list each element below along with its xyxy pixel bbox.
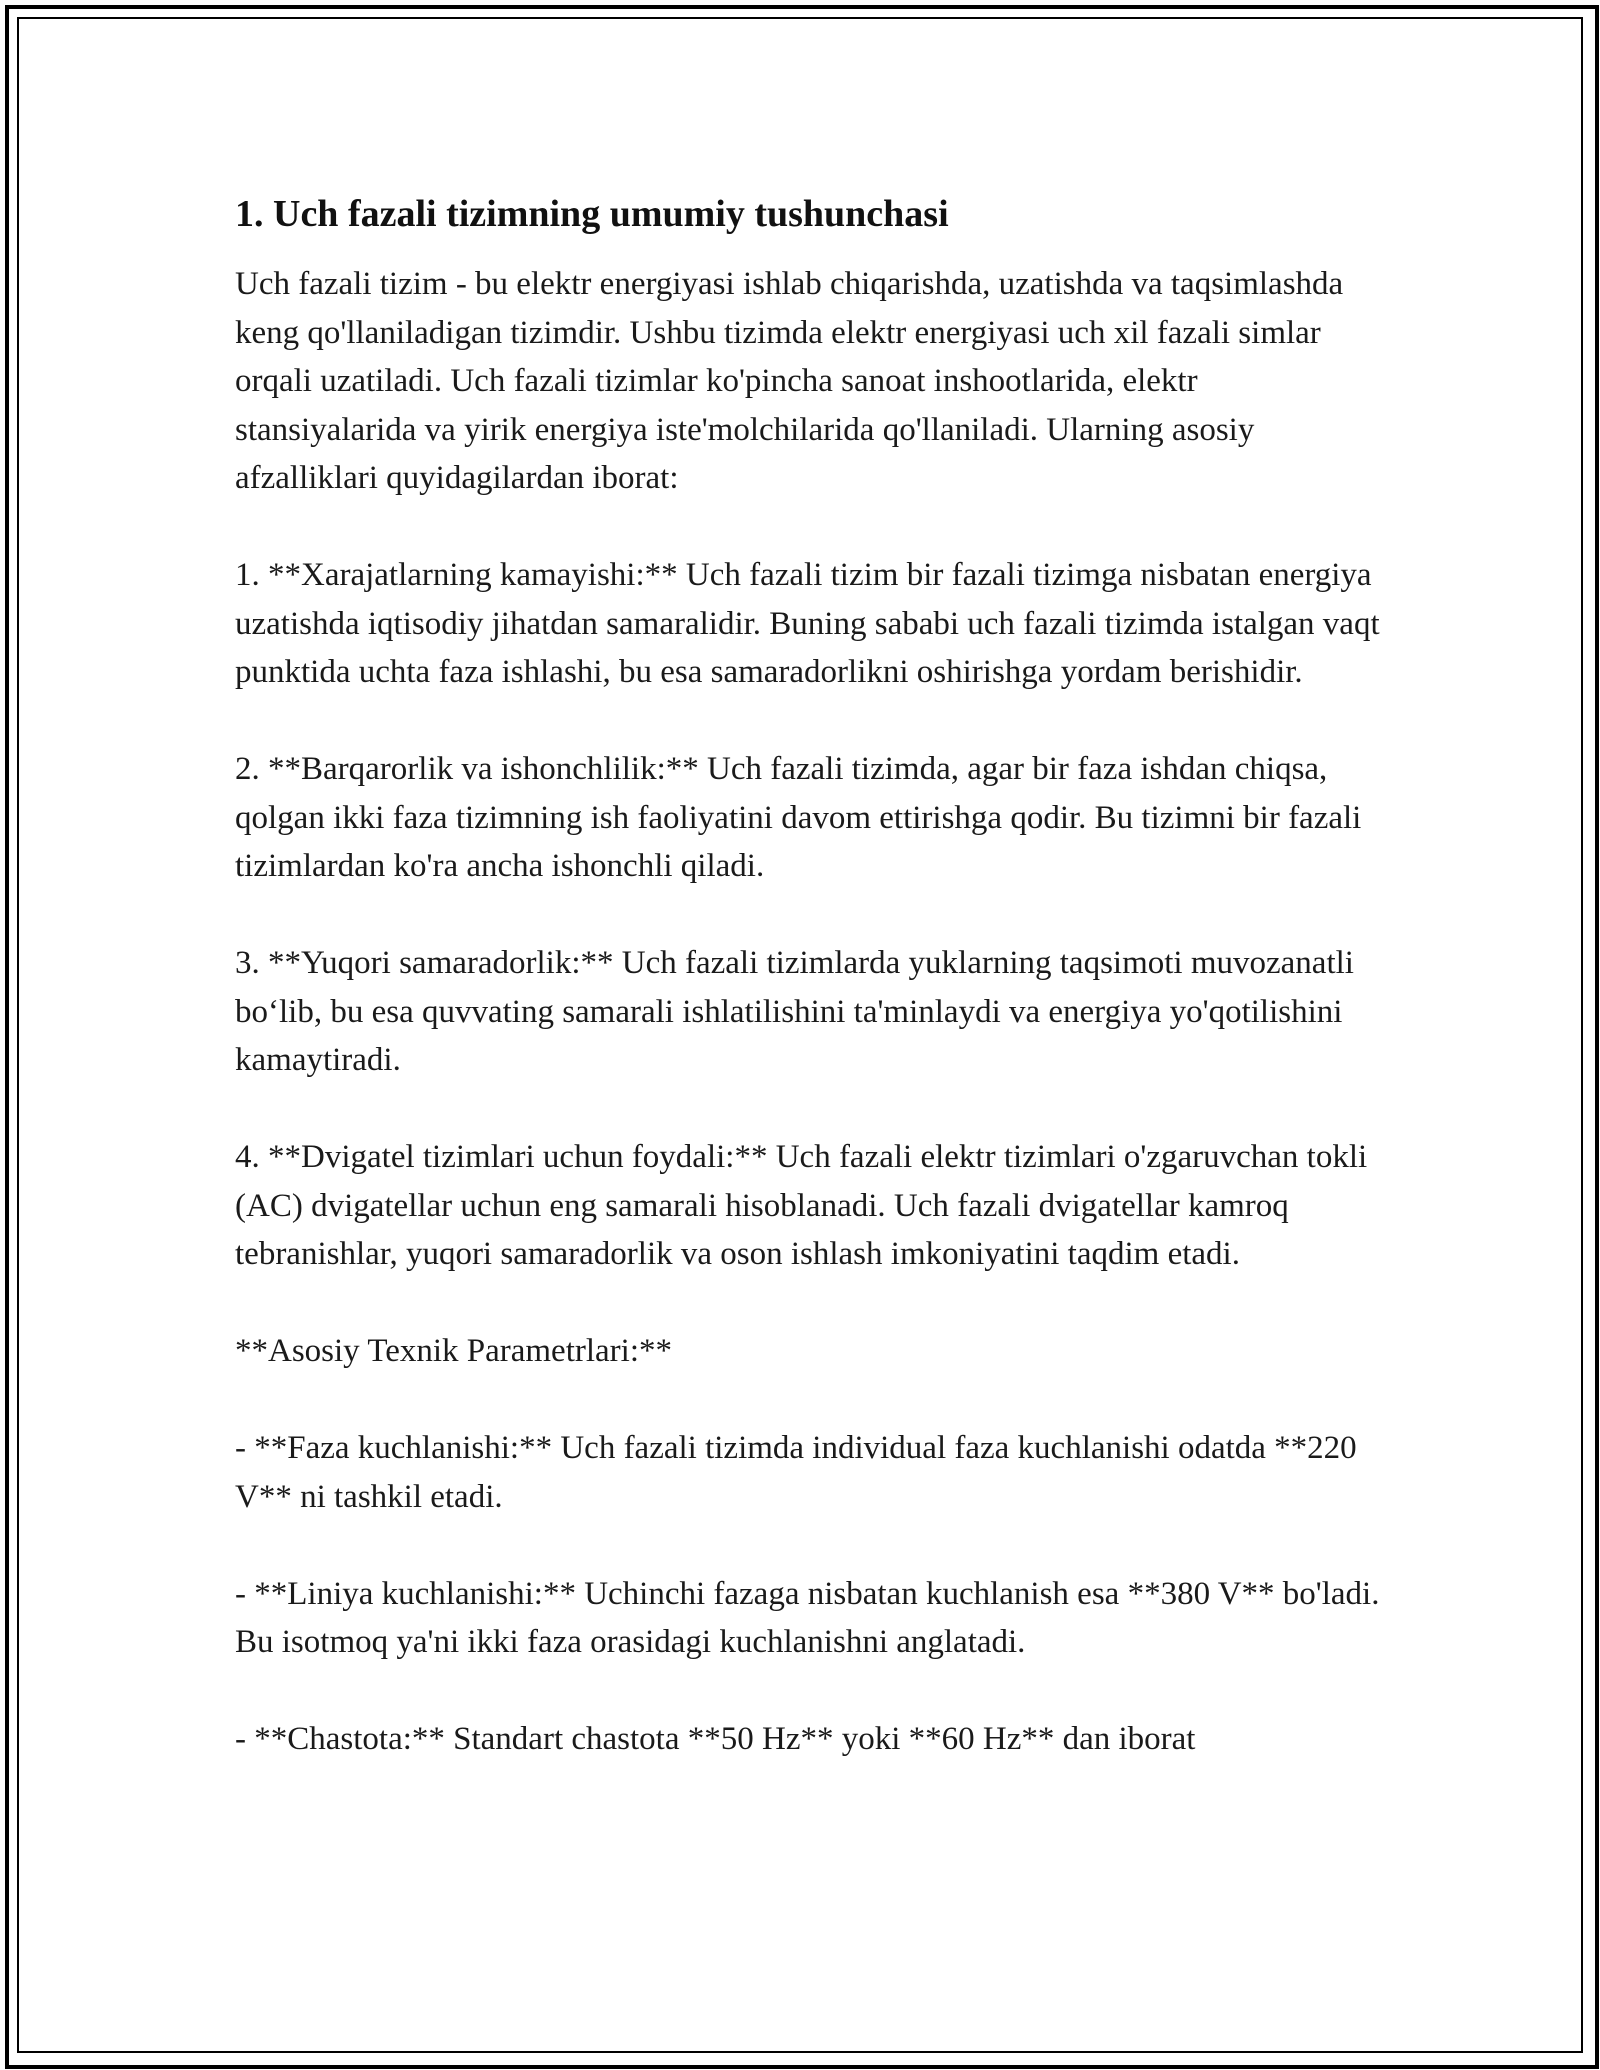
intro-paragraph: Uch fazali tizim - bu elektr energiyasi ishlab chiqarishda, uzatishda va taqsimlashda keng qo'llaniladigan tizimdir. Ushbu tizimda elektr energiyasi uch xil fazali simlar orqali uzatiladi. Uch fazali tizimlar ko'pincha sanoat inshootlarida, elektr stansiyalarida va yirik energiya iste'molchilarida qo'llaniladi. Ularning asosiy afzalliklari quyidagilardan iborat: xyxy=(235,266,1344,496)
section-heading: 1. Uch fazali tizimning umumiy tushunchasi xyxy=(235,193,949,235)
parameter-frequency: - **Chastota:** Standart chastota **50 Hz** yoki **60 Hz** dan iborat xyxy=(235,1721,1196,1757)
parameter-phase-voltage: - **Faza kuchlanishi:** Uch fazali tizimda individual faza kuchlanishi odatda **220 V** ni tashkil etadi. xyxy=(235,1430,1357,1515)
advantage-reliability-paragraph: 2. **Barqarorlik va ishonchlilik:** Uch fazali tizimda, agar bir faza ishdan chiqsa, qolgan ikki faza tizimning ish faoliyatini davom ettirishga qodir. Bu tizimni bir fazali tizimlardan ko'ra ancha ishonchli qiladi. xyxy=(235,751,1362,884)
document-body xyxy=(235,190,1385,1812)
parameters-heading: **Asosiy Texnik Parametrlari:** xyxy=(235,1333,673,1369)
advantage-motor-paragraph: 4. **Dvigatel tizimlari uchun foydali:** Uch fazali elektr tizimlari o'zgaruvchan tokli (AC) dvigatellar uchun eng samarali hisoblanadi. Uch fazali dvigatellar kamroq tebranishlar, yuqori samaradorlik va oson ishlash imkoniyatini taqdim etadi. xyxy=(235,1139,1368,1272)
advantage-efficiency-paragraph: 3. **Yuqori samaradorlik:** Uch fazali tizimlarda yuklarning taqsimoti muvozanatli bo‘lib, bu esa quvvating samarali ishlatilishini ta'minlaydi va energiya yo'qotilishini kamaytiradi. xyxy=(235,945,1354,1078)
parameter-line-voltage: - **Liniya kuchlanishi:** Uchinchi fazaga nisbatan kuchlanish esa **380 V** bo'ladi. Bu isotmoq ya'ni ikki faza orasidagi kuchlanishni anglatadi. xyxy=(235,1575,1380,1660)
advantage-cost-paragraph: 1. **Xarajatlarning kamayishi:** Uch fazali tizim bir fazali tizimga nisbatan energiya uzatishda iqtisodiy jihatdan samaralidir. Buning sababi uch fazali tizimda istalgan vaqt punktida uchta faza ishlashi, bu esa samaradorlikni oshirishga yordam berishidir. xyxy=(235,557,1380,690)
